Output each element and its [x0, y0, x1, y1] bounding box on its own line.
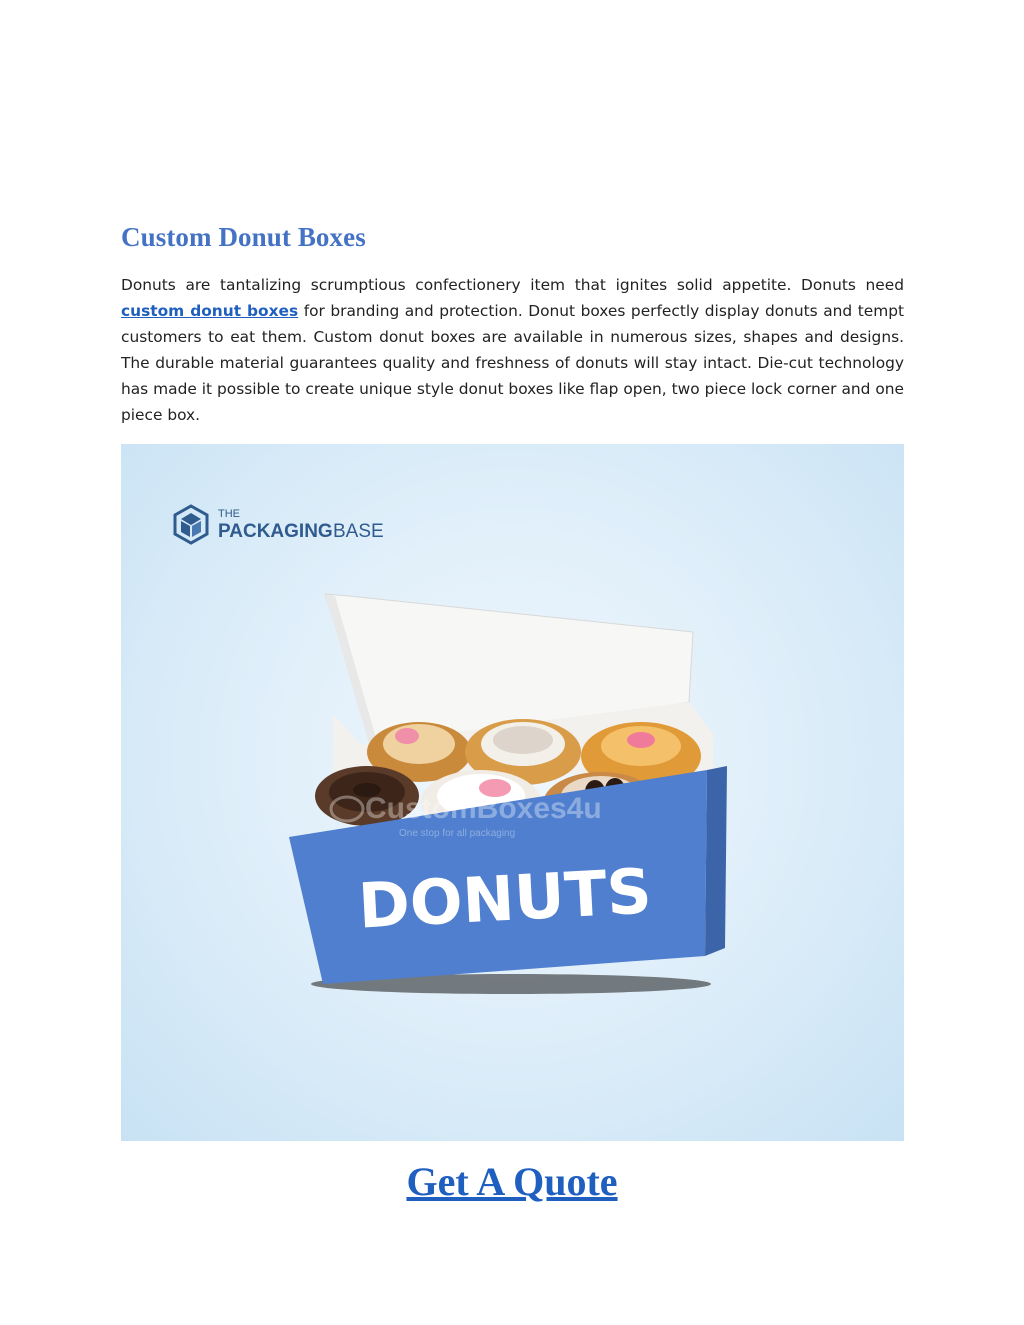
get-a-quote-link[interactable]: Get A Quote	[406, 1159, 618, 1204]
box-side-panel	[705, 766, 727, 956]
cube-icon	[175, 506, 207, 543]
paragraph-text-start: Donuts are tantalizing scrumptious confectionery item that ignites solid appetite. Donuts need	[121, 276, 904, 294]
intro-paragraph	[121, 272, 904, 428]
custom-donut-boxes-link[interactable]: custom donut boxes	[121, 302, 299, 320]
watermark-tagline: One stop for all packaging	[399, 828, 516, 839]
watermark-text: CustomBoxes4u	[365, 792, 602, 825]
product-image	[121, 444, 904, 1141]
logo-text-base: BASE	[333, 521, 384, 542]
packaging-base-logo	[175, 506, 384, 543]
page-title: Custom Donut Boxes	[121, 222, 366, 252]
paragraph-text-end: for branding and protection. Donut boxes perfectly display donuts and tempt customers to eat them. Custom donut boxes are available in numerous sizes, shapes and designs. The durable material guarantees quality and freshness of donuts will stay intact. Die-cut technology has made it possible to create unique style donut boxes like flap open, two piece lock corner and one piece box.	[121, 302, 904, 424]
box-label: DONUTS	[356, 854, 654, 943]
logo-text-packaging: PACKAGING	[218, 521, 333, 542]
logo-text-the: THE	[218, 508, 240, 520]
quote-link-container	[0, 1158, 1024, 1205]
